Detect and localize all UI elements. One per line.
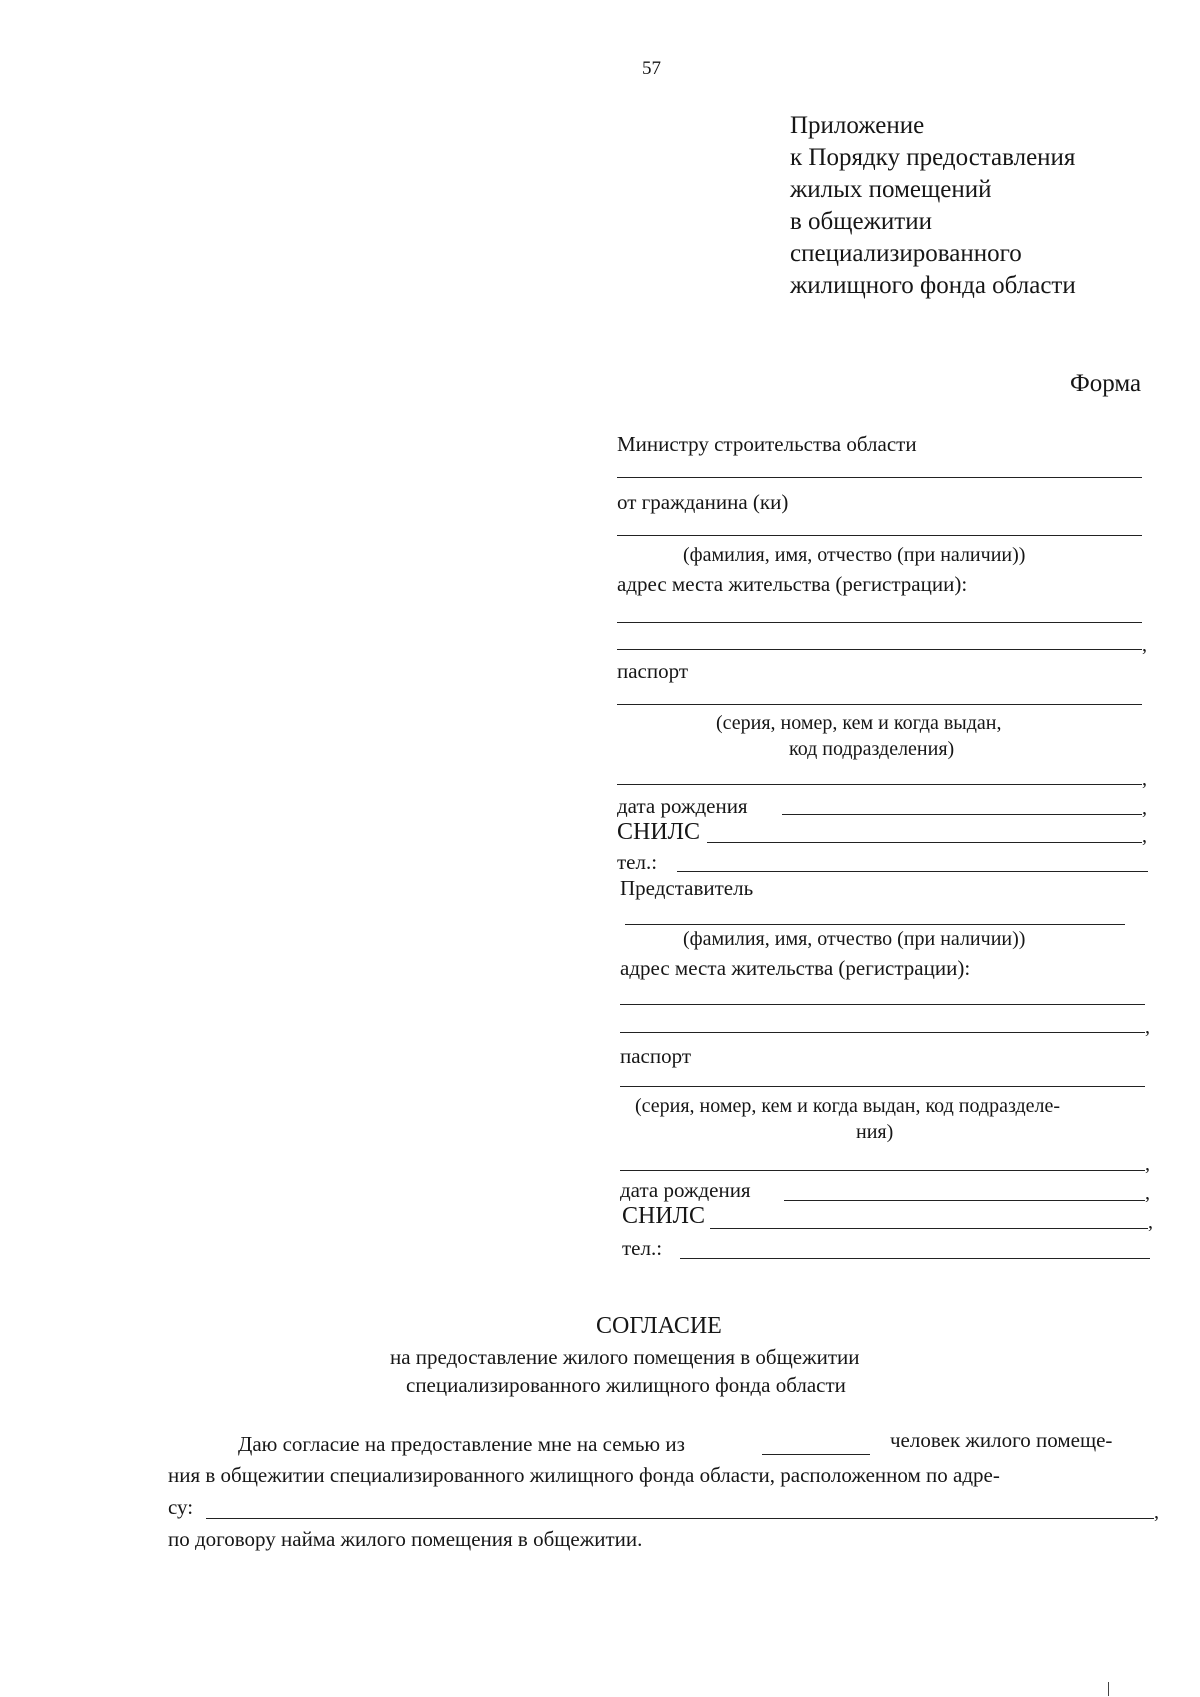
representative-address-blank-line-2[interactable] (620, 1032, 1145, 1033)
representative-passport-hint-1: (серия, номер, кем и когда выдан, код подразделе- (635, 1095, 1061, 1117)
addressee-blank-line[interactable] (617, 477, 1142, 478)
citizen-snils-blank-line[interactable] (707, 842, 1142, 843)
comma: , (1148, 1211, 1153, 1233)
appendix-line: Приложение (790, 112, 925, 139)
citizen-phone-blank-line[interactable] (677, 871, 1148, 872)
citizen-fio-blank-line[interactable] (617, 535, 1142, 536)
comma: , (1142, 797, 1147, 819)
citizen-phone-label: тел.: (617, 850, 658, 874)
from-citizen-label: от гражданина (ки) (617, 490, 789, 514)
family-size-blank-line[interactable] (762, 1454, 870, 1455)
representative-birth-blank-line[interactable] (784, 1200, 1145, 1201)
citizen-birth-blank-line[interactable] (782, 814, 1142, 815)
consent-body-2: ния в общежитии специализированного жилищного фонда области, расположенном по адре- (168, 1463, 1000, 1487)
representative-passport-hint-2: ния) (856, 1121, 894, 1143)
citizen-passport-label: паспорт (617, 659, 689, 683)
page-number: 57 (642, 58, 661, 79)
consent-body-1a: Даю согласие на предоставление мне на семью из (238, 1432, 685, 1456)
representative-passport-label: паспорт (620, 1044, 692, 1068)
representative-address-label: адрес места жительства (регистрации): (620, 956, 971, 980)
consent-body-1b: человек жилого помеще- (890, 1428, 1113, 1452)
scan-edge-mark (1108, 1682, 1109, 1696)
representative-passport-blank-line[interactable] (620, 1086, 1145, 1087)
representative-address-blank-line-1[interactable] (620, 1004, 1145, 1005)
representative-passport-blank-line-2[interactable] (620, 1170, 1145, 1171)
representative-fio-blank-line[interactable] (625, 924, 1125, 925)
appendix-line: жилищного фонда области (790, 272, 1076, 299)
citizen-address-blank-line-1[interactable] (617, 622, 1142, 623)
consent-body-3: су: (168, 1495, 194, 1519)
representative-label: Представитель (620, 876, 754, 900)
representative-snils-label: СНИЛС (622, 1203, 705, 1229)
consent-title: СОГЛАСИЕ (596, 1313, 722, 1339)
comma: , (1142, 768, 1147, 790)
appendix-line: к Порядку предоставления (790, 144, 1076, 171)
form-label: Форма (1070, 370, 1142, 397)
comma: , (1145, 1153, 1150, 1175)
comma: , (1145, 1182, 1150, 1204)
comma: , (1142, 825, 1147, 847)
citizen-fio-hint: (фамилия, имя, отчество (при наличии)) (683, 544, 1026, 566)
representative-birth-label: дата рождения (620, 1178, 751, 1202)
citizen-snils-label: СНИЛС (617, 819, 700, 845)
representative-phone-label: тел.: (622, 1236, 663, 1260)
appendix-line: в общежитии (790, 208, 932, 235)
addressee-label: Министру строительства области (617, 432, 917, 456)
appendix-block (790, 110, 1076, 302)
citizen-address-label: адрес места жительства (регистрации): (617, 572, 968, 596)
representative-snils-blank-line[interactable] (710, 1228, 1148, 1229)
comma: , (1142, 634, 1147, 656)
citizen-passport-hint-1: (серия, номер, кем и когда выдан, (716, 712, 1002, 734)
representative-fio-hint: (фамилия, имя, отчество (при наличии)) (683, 928, 1026, 950)
consent-body-4: по договору найма жилого помещения в общежитии. (168, 1527, 643, 1551)
appendix-line: специализированного (790, 240, 1022, 267)
representative-phone-blank-line[interactable] (680, 1258, 1150, 1259)
citizen-passport-blank-line-2[interactable] (617, 784, 1142, 785)
citizen-address-blank-line-2[interactable] (617, 649, 1142, 650)
citizen-passport-hint-2: код подразделения) (789, 738, 955, 760)
citizen-birth-label: дата рождения (617, 794, 748, 818)
comma: , (1145, 1016, 1150, 1038)
appendix-line: жилых помещений (790, 176, 992, 203)
consent-subtitle-2: специализированного жилищного фонда области (406, 1373, 846, 1397)
address-blank-line[interactable] (206, 1518, 1154, 1519)
comma: , (1154, 1501, 1159, 1523)
citizen-passport-blank-line[interactable] (617, 704, 1142, 705)
consent-subtitle-1: на предоставление жилого помещения в общежитии (390, 1345, 860, 1369)
